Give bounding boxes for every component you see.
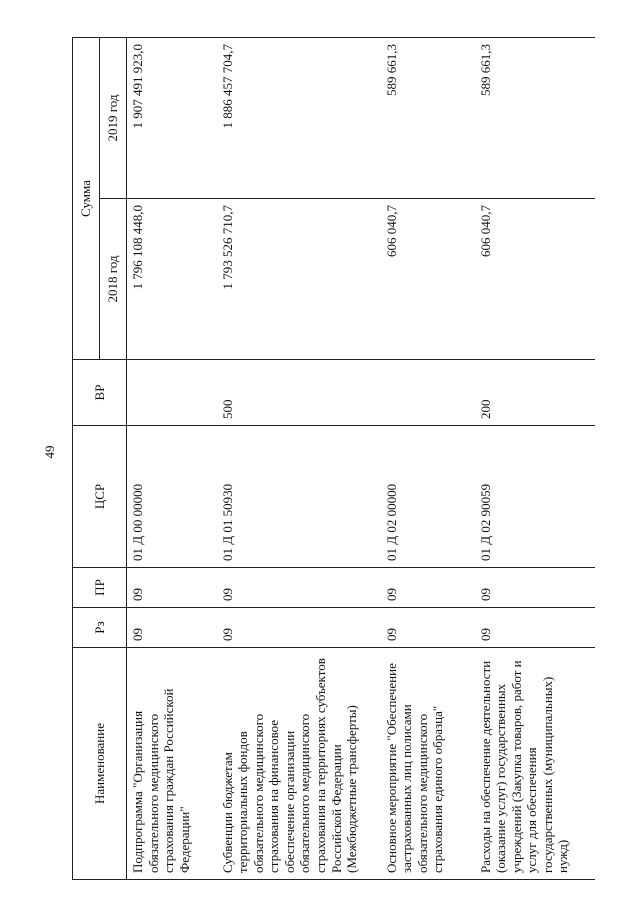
- header-year-2019: 2019 год: [100, 38, 127, 199]
- row-vr: 200: [475, 360, 595, 426]
- budget-table: [72, 37, 595, 880]
- row-sum-2018: 1 793 526 710,7: [217, 199, 381, 360]
- row-sum-2018: 606 040,7: [475, 199, 595, 360]
- row-sum-2019: 589 661,3: [475, 38, 595, 199]
- row-csr: 01 Д 01 50930: [217, 426, 381, 568]
- row-pr: 09: [127, 568, 217, 608]
- header-vr: ВР: [73, 360, 127, 426]
- row-name: Основное мероприятие "Обеспечение застрахованных лиц полисами обязательного медицинского страхования единого образца": [381, 648, 475, 880]
- header-sum: Сумма: [73, 38, 100, 360]
- row-rz: 09: [217, 608, 381, 648]
- row-csr: 01 Д 02 00000: [381, 426, 475, 568]
- header-name: Наименование: [73, 648, 127, 880]
- row-csr: 01 Д 02 90059: [475, 426, 595, 568]
- row-sum-2019: 589 661,3: [381, 38, 475, 199]
- row-sum-2019: 1 907 491 923,0: [127, 38, 217, 199]
- row-vr: [127, 360, 217, 426]
- budget-table-frame: [72, 38, 582, 880]
- row-vr: 500: [217, 360, 381, 426]
- row-rz: 09: [381, 608, 475, 648]
- table-row: [127, 38, 217, 880]
- row-pr: 09: [217, 568, 381, 608]
- row-sum-2018: 606 040,7: [381, 199, 475, 360]
- row-rz: 09: [127, 608, 217, 648]
- row-pr: 09: [475, 568, 595, 608]
- row-vr: [381, 360, 475, 426]
- row-sum-2019: 1 886 457 704,7: [217, 38, 381, 199]
- row-csr: 01 Д 00 00000: [127, 426, 217, 568]
- header-csr: ЦСР: [73, 426, 127, 568]
- page-number: 49: [42, 445, 57, 459]
- row-rz: 09: [475, 608, 595, 648]
- row-name: Расходы на обеспечение деятельности (оказание услуг) государственных учреждений (Закупка товаров, работ и услуг для обеспечения государственных (муниципальных) нужд): [475, 648, 595, 880]
- table-row: [475, 38, 595, 880]
- row-name: Субвенции бюджетам территориальных фондов обязательного медицинского страхования на финансовое обеспечение организации обязательного медицинского страхования на территориях субъектов Российской Федерации (Межбюджетные трансферты): [217, 648, 381, 880]
- row-sum-2018: 1 796 108 448,0: [127, 199, 217, 360]
- header-pr: ПР: [73, 568, 127, 608]
- table-row: [217, 38, 381, 880]
- header-rz: Рз: [73, 608, 127, 648]
- header-year-2018: 2018 год: [100, 199, 127, 360]
- row-pr: 09: [381, 568, 475, 608]
- table-row: [381, 38, 475, 880]
- row-name: Подпрограмма "Организация обязательного медицинского страхования граждан Российской Федерации": [127, 648, 217, 880]
